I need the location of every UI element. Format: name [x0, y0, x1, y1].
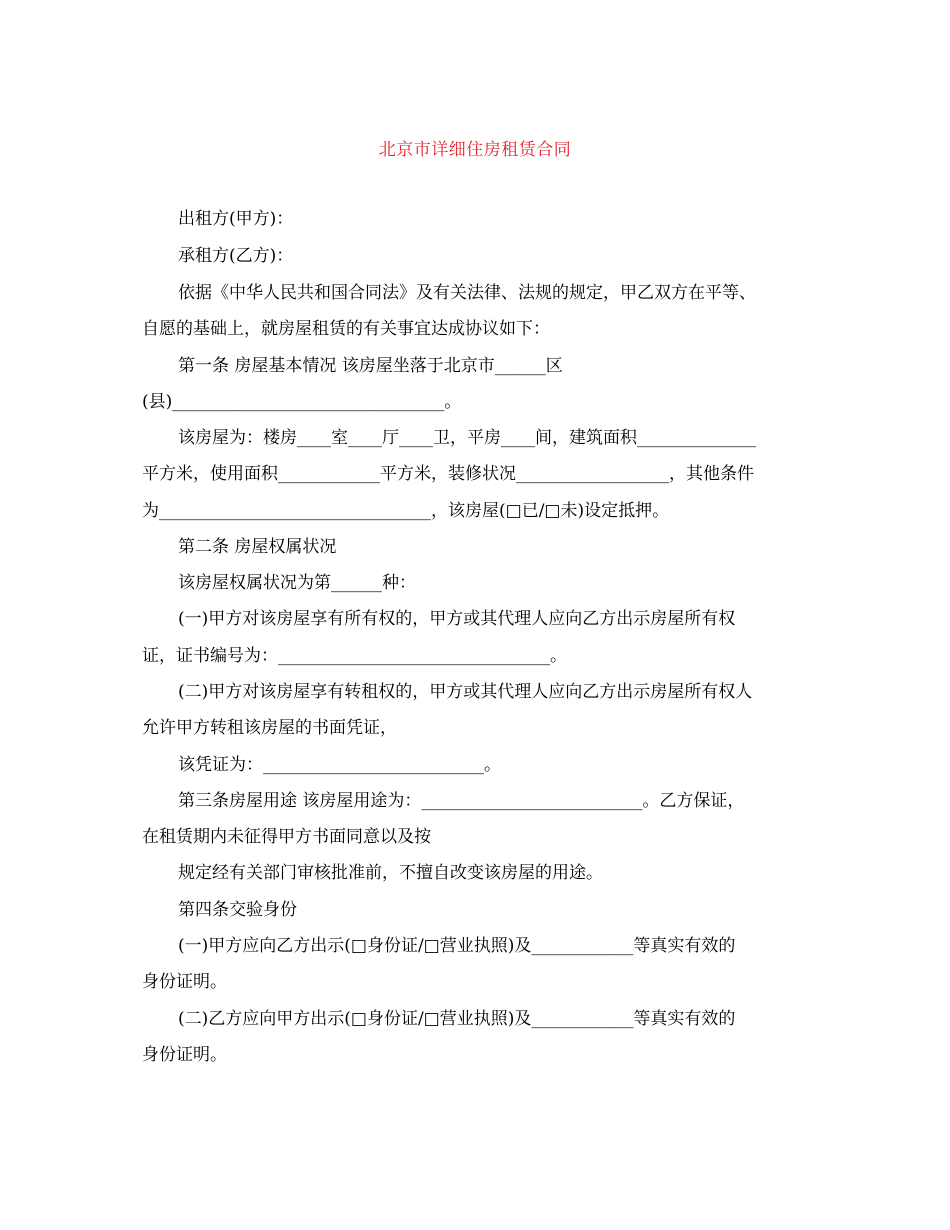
- article-4-clause-2-line-1: (二)乙方应向甲方出示(□身份证/□营业执照)及____________等真实有效的: [178, 1009, 736, 1029]
- article-3-line-1: 第三条房屋用途 该房屋用途为：__________________________。乙方保证，: [178, 791, 745, 811]
- article-2-heading: 第二条 房屋权属状况: [178, 537, 337, 557]
- article-1-county: (县)________________________________。: [142, 392, 462, 412]
- article-4-clause-1-line-1: (一)甲方应向乙方出示(□身份证/□营业执照)及____________等真实有效的: [178, 936, 736, 956]
- article-2-clause-2-line-1: (二)甲方对该房屋享有转租权的，甲方或其代理人应向乙方出示房屋所有权人: [178, 682, 753, 702]
- preamble-line-1: 依据《中华人民共和国合同法》及有关法律、法规的规定，甲乙双方在平等、: [178, 283, 756, 303]
- article-1-heading: 第一条 房屋基本情况 该房屋坐落于北京市______区: [178, 356, 563, 376]
- article-3-line-3: 规定经有关部门审核批准前，不擅自改变该房屋的用途。: [178, 863, 603, 883]
- article-2-voucher: 该凭证为：__________________________。: [178, 755, 501, 775]
- lessor-line: 出租方(甲方)：: [178, 209, 294, 229]
- article-1-house-line-2: 平方米，使用面积____________平方米，装修状况__________________，其他条件: [142, 464, 754, 484]
- document-title: 北京市详细住房租赁合同: [378, 140, 572, 160]
- article-1-house-line-3: 为________________________________，该房屋(□已/□未)设定抵押。: [142, 501, 670, 521]
- article-4-clause-2-line-2: 身份证明。: [142, 1045, 227, 1065]
- article-2-clause-1-line-2: 证，证书编号为：________________________________。: [142, 646, 567, 666]
- article-1-house-line-1: 该房屋为：楼房____室____厅____卫，平房____间，建筑面积______________: [178, 428, 756, 448]
- preamble-line-2: 自愿的基础上，就房屋租赁的有关事宜达成协议如下：: [142, 319, 550, 339]
- article-4-heading: 第四条交验身份: [178, 900, 297, 920]
- article-3-line-2: 在租赁期内未征得甲方书面同意以及按: [142, 827, 431, 847]
- article-4-clause-1-line-2: 身份证明。: [142, 972, 227, 992]
- article-2-clause-1-line-1: (一)甲方对该房屋享有所有权的，甲方或其代理人应向乙方出示房屋所有权: [178, 609, 736, 629]
- lessee-line: 承租方(乙方)：: [178, 246, 294, 266]
- article-2-clause-2-line-2: 允许甲方转租该房屋的书面凭证，: [142, 718, 397, 738]
- article-2-type: 该房屋权属状况为第______种：: [178, 573, 416, 593]
